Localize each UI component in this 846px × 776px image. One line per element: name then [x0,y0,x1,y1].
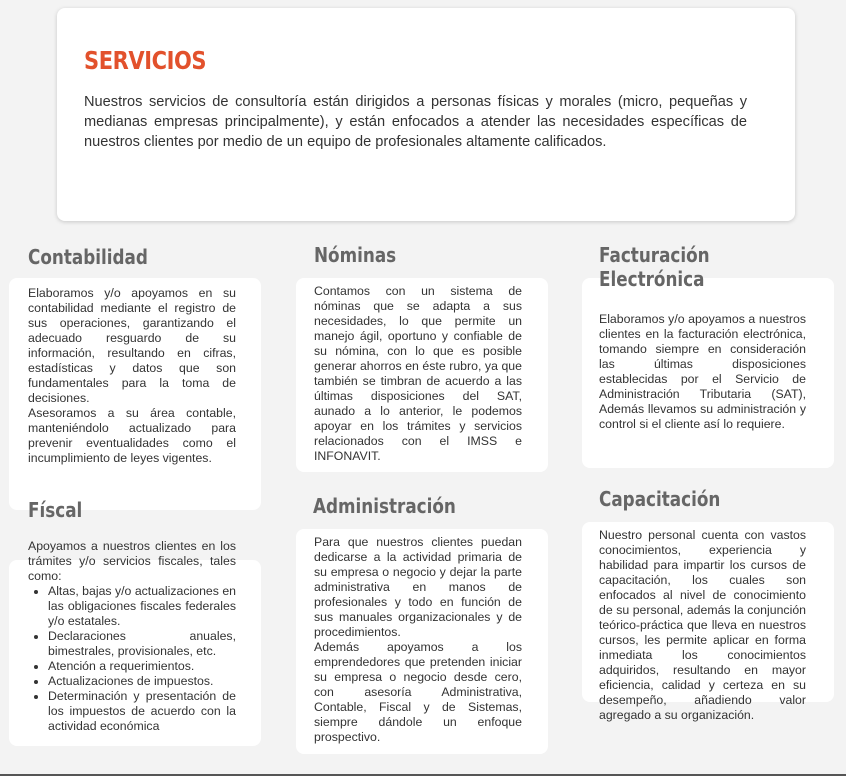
list-item: • Altas, bajas y/o actualizaciones en las obligaciones fiscales federales y/o estatales. [48,584,236,629]
nominas-title: Nóminas [314,243,397,267]
capacitacion-paragraph-1: Nuestro personal cuenta con vastos conocimientos, experiencia y habilidad para impartir los cursos de capacitación, los cuales son enfocados al nivel de conocimiento de su personal, además la conjunción teórico-práctica que lleva en nuestros cursos, les permite aplicar en forma inmediata los conocimientos adquiridos, resultando en mayor eficiencia, calidad y certeza en su desempeño, añadiendo valor agregado a su organización. [599,528,806,722]
list-item: • Determinación y presentación de los impuestos de acuerdo con la actividad económica [48,689,236,734]
facturacion-text [599,312,806,432]
servicios-intro-card [57,8,795,221]
administracion-paragraph-1: Para que nuestros clientes puedan dedicarse a la actividad primaria de su empresa o negocio y dejar la parte administrativa en manos de profesionales y todo en función de sus manuales organizacionales y de procedimientos. [314,535,522,639]
nominas-paragraph-1: Contamos con un sistema de nóminas que se adapta a sus necesidades, lo que permite un manejo ágil, oportuno y confiable de su nómina, con lo que es posible generar ahorros en éste rubro, ya que también se timbran de acuerdo a las últimas disposiciones del SAT, aunado a lo anterior, le podemos apoyar en los trámites y servicios relacionados con el IMSS e INFONAVIT. [314,284,522,463]
list-item: • Atención a requerimientos. [48,659,236,674]
page-title: SERVICIOS [84,46,207,75]
list-item: • Declaraciones anuales, bimestrales, provisionales, etc. [48,629,236,659]
contabilidad-title: Contabilidad [28,245,148,269]
fiscal-list [28,584,236,734]
facturacion-paragraph-1: Elaboramos y/o apoyamos a nuestros clientes en la facturación electrónica, tomando siempre en consideración las últimas disposiciones establecidas por el Servicio de Administración Tributaria (SAT), Además llevamos su administración y control si el cliente así lo requiere. [599,312,806,431]
administracion-text [314,535,522,745]
contabilidad-paragraph-2: Asesoramos a su área contable, manteniéndolo actualizado para prevenir eventualidades como el incumplimiento de leyes vigentes. [28,406,236,465]
administracion-paragraph-2: Además apoyamos a los emprendedores que pretenden iniciar su empresa o negocio desde cero, con asesoría Administrativa, Contable, Fiscal y de Sistemas, siempre dándole un enfoque prospectivo. [314,640,522,744]
capacitacion-text [599,528,806,723]
contabilidad-paragraph-1: Elaboramos y/o apoyamos en su contabilidad mediante el registro de sus operaciones, garantizando el adecuado resguardo de su información, resultando en cifras, estadísticas y datos que son fundamentales para la toma de decisiones. [28,286,236,405]
nominas-text [314,284,522,464]
facturacion-title [599,243,710,291]
capacitacion-title: Capacitación [599,487,721,511]
fiscal-intro: Apoyamos a nuestros clientes en los trámites y/o servicios fiscales, tales como: [28,539,236,583]
intro-text: Nuestros servicios de consultoría están dirigidos a personas físicas y morales (micro, pequeñas y medianas empresas principalmente), y están enfocados a atender las necesidades específicas de nuestros clientes por medio de un equipo de profesionales altamente calificados. [84,94,747,150]
facturacion-title-line-2: Electrónica [599,267,705,291]
facturacion-title-line-1: Facturación [599,243,710,267]
fiscal-text [28,539,236,734]
contabilidad-text [28,286,236,466]
administracion-title: Administración [313,494,456,518]
list-item: • Actualizaciones de impuestos. [48,674,236,689]
fiscal-title: Físcal [28,498,83,522]
